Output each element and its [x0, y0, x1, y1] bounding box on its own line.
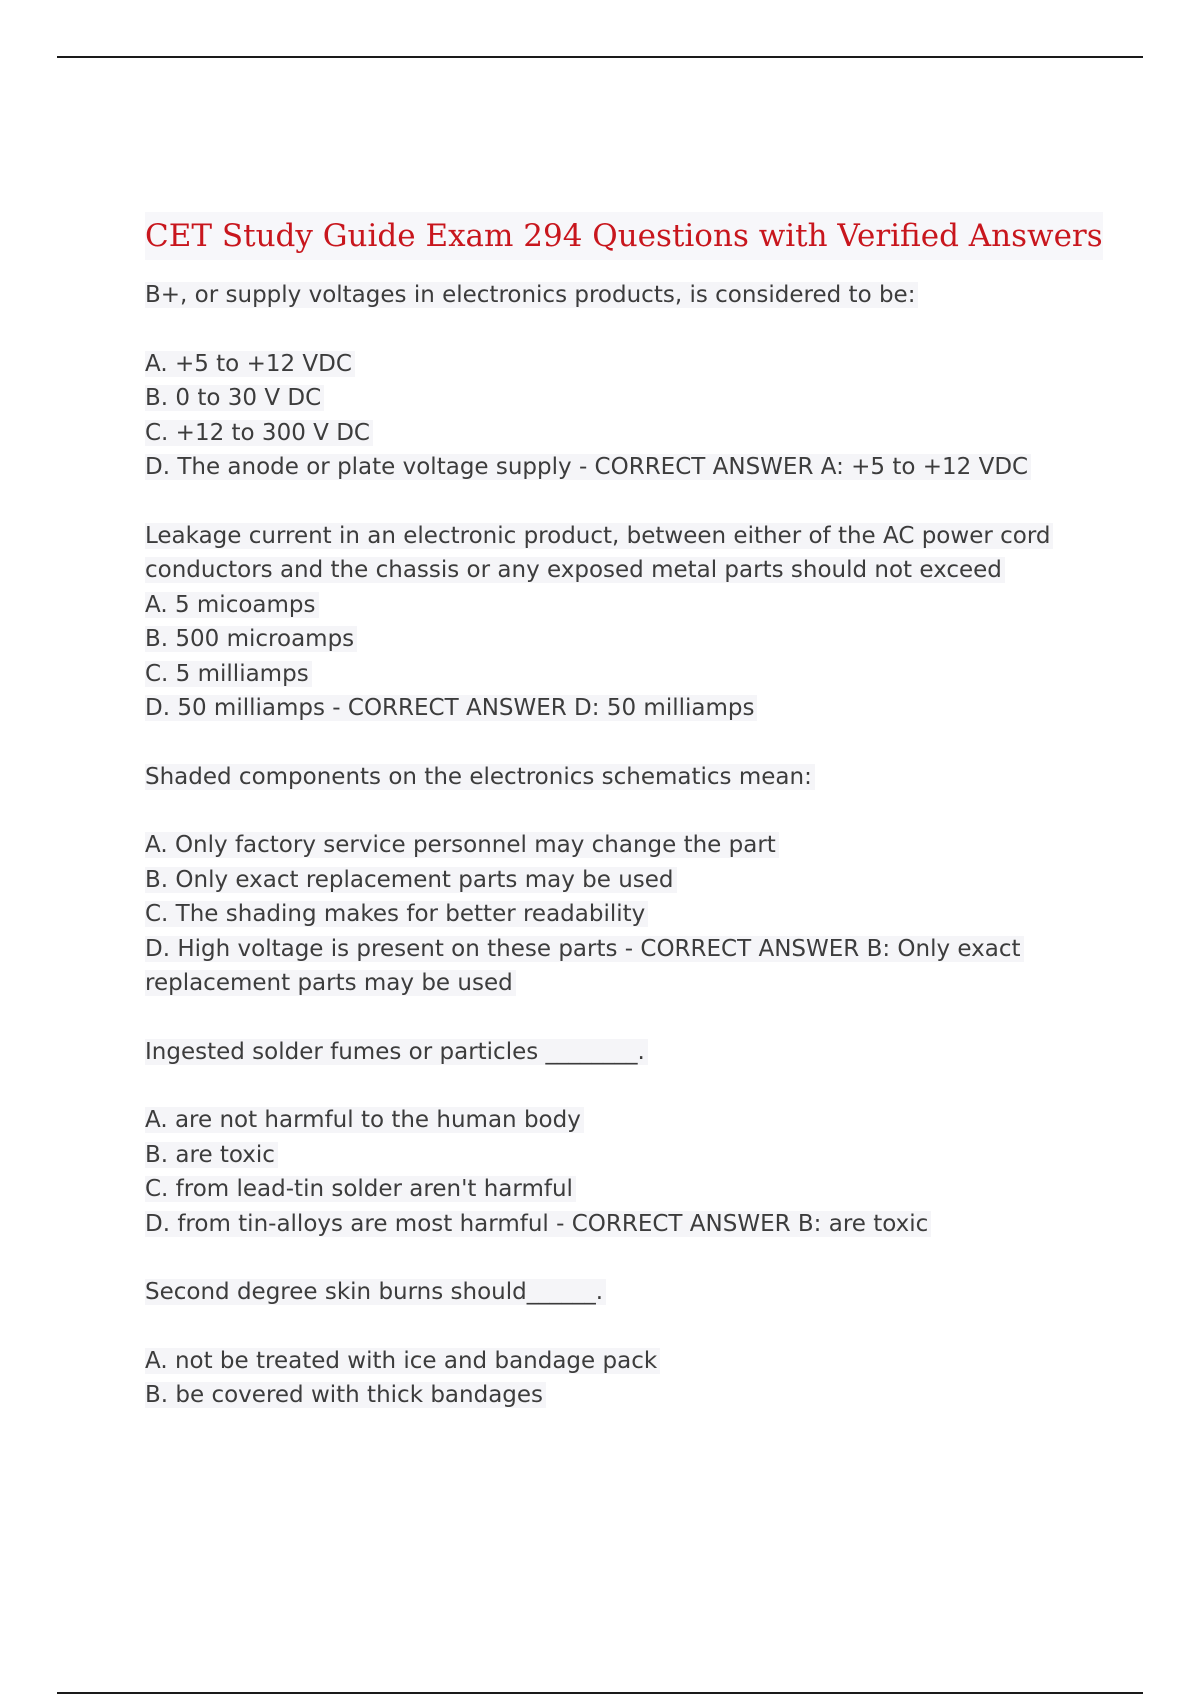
answer-option-text: replacement parts may be used — [145, 970, 516, 996]
answer-option-text: C. 5 milliamps — [145, 661, 312, 687]
question-text — [145, 553, 1085, 588]
answer-option-text: D. High voltage is present on these parts - CORRECT ANSWER B: Only exact — [145, 936, 1024, 962]
spacer — [145, 313, 1085, 347]
question-block — [145, 278, 1085, 485]
answer-option — [145, 966, 1085, 1001]
answer-option — [145, 691, 1085, 726]
question-block — [145, 760, 1085, 1001]
answer-option — [145, 657, 1085, 692]
question-text — [145, 519, 1085, 554]
question-text — [145, 278, 1085, 313]
answer-option — [145, 347, 1085, 382]
spacer — [145, 1069, 1085, 1103]
question-list — [145, 278, 1085, 1413]
question-text-span: Shaded components on the electronics schematics mean: — [145, 764, 815, 790]
answer-option — [145, 932, 1085, 967]
answer-option-text: A. are not harmful to the human body — [145, 1107, 584, 1133]
spacer — [145, 794, 1085, 828]
answer-option-text: B. Only exact replacement parts may be used — [145, 867, 677, 893]
answer-option-text: D. from tin-alloys are most harmful - CORRECT ANSWER B: are toxic — [145, 1211, 931, 1237]
answer-option — [145, 450, 1085, 485]
answer-option — [145, 416, 1085, 451]
question-text-span: B+, or supply voltages in electronics products, is considered to be: — [145, 282, 918, 308]
answer-option — [145, 381, 1085, 416]
question-block — [145, 1035, 1085, 1242]
question-block — [145, 519, 1085, 726]
answer-option — [145, 1344, 1085, 1379]
question-text-span: conductors and the chassis or any exposed metal parts should not exceed — [145, 557, 1005, 583]
answer-option — [145, 1103, 1085, 1138]
answer-option-text: D. The anode or plate voltage supply - CORRECT ANSWER A: +5 to +12 VDC — [145, 454, 1031, 480]
document-title: CET Study Guide Exam 294 Questions with Verified Answers — [145, 212, 1103, 260]
answer-option — [145, 897, 1085, 932]
answer-option — [145, 588, 1085, 623]
answer-option — [145, 1378, 1085, 1413]
answer-option — [145, 863, 1085, 898]
answer-option-text: A. not be treated with ice and bandage pack — [145, 1348, 660, 1374]
answer-option-text: A. Only factory service personnel may change the part — [145, 832, 779, 858]
question-text-span: Leakage current in an electronic product, between either of the AC power cord — [145, 523, 1053, 549]
question-text-span: Ingested solder fumes or particles ________. — [145, 1039, 648, 1065]
answer-option-text: A. 5 micoamps — [145, 592, 319, 618]
question-text — [145, 1035, 1085, 1070]
answer-option — [145, 1172, 1085, 1207]
answer-option-text: C. +12 to 300 V DC — [145, 420, 373, 446]
question-text — [145, 1275, 1085, 1310]
answer-option-text: A. +5 to +12 VDC — [145, 351, 355, 377]
answer-option-text: C. The shading makes for better readability — [145, 901, 648, 927]
answer-option — [145, 622, 1085, 657]
question-text — [145, 760, 1085, 795]
question-block — [145, 1275, 1085, 1413]
answer-option-text: C. from lead-tin solder aren't harmful — [145, 1176, 576, 1202]
answer-option-text: D. 50 milliamps - CORRECT ANSWER D: 50 milliamps — [145, 695, 757, 721]
question-text-span: Second degree skin burns should______. — [145, 1279, 606, 1305]
answer-option — [145, 828, 1085, 863]
answer-option-text: B. 500 microamps — [145, 626, 357, 652]
document-body — [145, 212, 1103, 1447]
answer-option — [145, 1207, 1085, 1242]
answer-option — [145, 1138, 1085, 1173]
header-rule — [57, 56, 1143, 58]
answer-option-text: B. 0 to 30 V DC — [145, 385, 324, 411]
answer-option-text: B. be covered with thick bandages — [145, 1382, 546, 1408]
answer-option-text: B. are toxic — [145, 1142, 278, 1168]
spacer — [145, 1310, 1085, 1344]
footer-rule — [57, 1692, 1143, 1694]
